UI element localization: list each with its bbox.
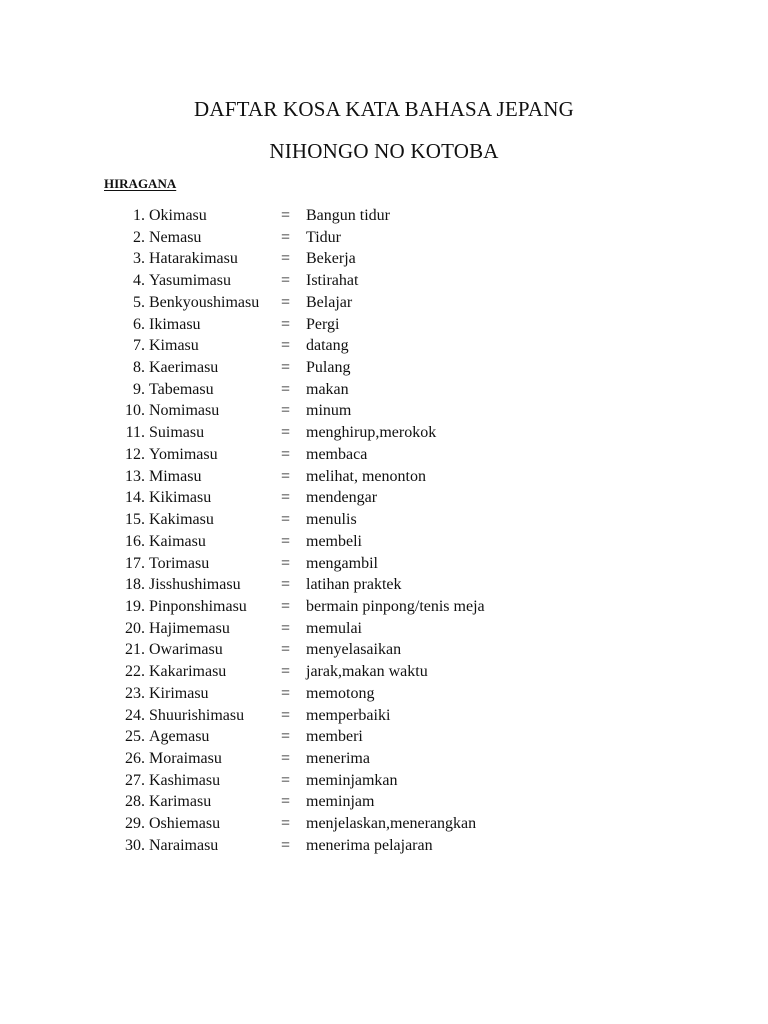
japanese-term: Pinponshimasu <box>149 597 247 615</box>
item-number: 17. <box>125 554 145 572</box>
document-subtitle: NIHONGO NO KOTOBA <box>269 139 499 163</box>
vocabulary-row <box>0 661 768 683</box>
vocabulary-row <box>0 227 768 249</box>
equals-sign: = <box>281 641 291 659</box>
japanese-term: Kakimasu <box>149 511 214 529</box>
japanese-term: Ikimasu <box>149 315 201 333</box>
japanese-term: Nemasu <box>149 228 202 246</box>
equals-sign: = <box>281 467 291 485</box>
indonesian-meaning: menulis <box>306 511 357 529</box>
item-number: 11. <box>125 424 145 442</box>
equals-sign: = <box>281 576 291 594</box>
equals-sign: = <box>281 445 291 463</box>
item-number: 19. <box>125 597 145 615</box>
japanese-term: Owarimasu <box>149 641 223 659</box>
indonesian-meaning: memperbaiki <box>306 706 391 724</box>
japanese-term: Mimasu <box>149 467 202 485</box>
japanese-term: Shuurishimasu <box>149 706 245 724</box>
equals-sign: = <box>281 663 291 681</box>
japanese-term: Yomimasu <box>149 445 218 463</box>
item-number: 10. <box>125 402 145 420</box>
item-number: 30. <box>125 836 145 854</box>
equals-sign: = <box>281 511 291 529</box>
vocabulary-row <box>0 314 768 336</box>
vocabulary-row <box>0 466 768 488</box>
equals-sign: = <box>281 684 291 702</box>
indonesian-meaning: Belajar <box>306 293 353 311</box>
item-number: 12. <box>125 445 145 463</box>
equals-sign: = <box>281 207 291 224</box>
equals-sign: = <box>281 728 291 746</box>
indonesian-meaning: latihan praktek <box>306 576 402 594</box>
equals-sign: = <box>281 272 291 290</box>
vocabulary-list <box>0 205 768 857</box>
indonesian-meaning: makan <box>306 380 349 398</box>
indonesian-meaning: bermain pinpong/tenis meja <box>306 597 485 615</box>
japanese-term: Suimasu <box>149 424 205 442</box>
vocabulary-row <box>0 791 768 813</box>
indonesian-meaning: menerima pelajaran <box>306 836 433 854</box>
indonesian-meaning: meminjamkan <box>306 771 398 789</box>
item-number: 24. <box>125 706 145 724</box>
equals-sign: = <box>281 749 291 767</box>
indonesian-meaning: memotong <box>306 684 375 702</box>
vocabulary-row <box>0 379 768 401</box>
vocabulary-row <box>0 813 768 835</box>
vocabulary-row <box>0 487 768 509</box>
indonesian-meaning: menerima <box>306 749 370 767</box>
japanese-term: Nomimasu <box>149 402 220 420</box>
equals-sign: = <box>281 380 291 398</box>
equals-sign: = <box>281 554 291 572</box>
vocabulary-row <box>0 205 768 227</box>
indonesian-meaning: memulai <box>306 619 362 637</box>
vocabulary-row <box>0 444 768 466</box>
japanese-term: Hajimemasu <box>149 619 230 637</box>
japanese-term: Oshiemasu <box>149 815 221 833</box>
indonesian-meaning: Pergi <box>306 315 340 333</box>
item-number: 15. <box>125 511 145 529</box>
indonesian-meaning: Bangun tidur <box>306 207 390 224</box>
vocabulary-row <box>0 270 768 292</box>
indonesian-meaning: melihat, menonton <box>306 467 426 485</box>
item-number: 1. <box>133 207 145 224</box>
indonesian-meaning: minum <box>306 402 352 420</box>
indonesian-meaning: Bekerja <box>306 250 356 268</box>
equals-sign: = <box>281 597 291 615</box>
equals-sign: = <box>281 250 291 268</box>
equals-sign: = <box>281 771 291 789</box>
equals-sign: = <box>281 815 291 833</box>
indonesian-meaning: mendengar <box>306 489 378 507</box>
indonesian-meaning: membaca <box>306 445 368 463</box>
vocabulary-row <box>0 770 768 792</box>
indonesian-meaning: jarak,makan waktu <box>306 663 428 681</box>
equals-sign: = <box>281 315 291 333</box>
japanese-term: Okimasu <box>149 207 207 224</box>
vocabulary-row <box>0 835 768 857</box>
vocabulary-row <box>0 292 768 314</box>
japanese-term: Kakarimasu <box>149 663 227 681</box>
japanese-term: Moraimasu <box>149 749 222 767</box>
item-number: 4. <box>133 272 145 290</box>
item-number: 9. <box>133 380 145 398</box>
vocabulary-row <box>0 618 768 640</box>
japanese-term: Jisshushimasu <box>149 576 241 594</box>
equals-sign: = <box>281 293 291 311</box>
indonesian-meaning: menjelaskan,menerangkan <box>306 815 477 833</box>
japanese-term: Hatarakimasu <box>149 250 238 268</box>
equals-sign: = <box>281 228 291 246</box>
item-number: 14. <box>125 489 145 507</box>
indonesian-meaning: Tidur <box>306 228 341 246</box>
indonesian-meaning: datang <box>306 337 349 355</box>
equals-sign: = <box>281 424 291 442</box>
item-number: 25. <box>125 728 145 746</box>
japanese-term: Naraimasu <box>149 836 219 854</box>
vocabulary-row <box>0 357 768 379</box>
indonesian-meaning: memberi <box>306 728 363 746</box>
item-number: 21. <box>125 641 145 659</box>
vocabulary-row <box>0 248 768 270</box>
item-number: 2. <box>133 228 145 246</box>
japanese-term: Agemasu <box>149 728 210 746</box>
equals-sign: = <box>281 337 291 355</box>
equals-sign: = <box>281 836 291 854</box>
equals-sign: = <box>281 706 291 724</box>
vocabulary-row <box>0 705 768 727</box>
japanese-term: Kashimasu <box>149 771 221 789</box>
japanese-term: Kirimasu <box>149 684 209 702</box>
vocabulary-row <box>0 726 768 748</box>
japanese-term: Karimasu <box>149 793 212 811</box>
item-number: 18. <box>125 576 145 594</box>
indonesian-meaning: meminjam <box>306 793 375 811</box>
japanese-term: Torimasu <box>149 554 210 572</box>
japanese-term: Kimasu <box>149 337 199 355</box>
item-number: 5. <box>133 293 145 311</box>
japanese-term: Benkyoushimasu <box>149 293 260 311</box>
indonesian-meaning: mengambil <box>306 554 378 572</box>
japanese-term: Kaimasu <box>149 532 206 550</box>
equals-sign: = <box>281 532 291 550</box>
item-number: 6. <box>133 315 145 333</box>
japanese-term: Tabemasu <box>149 380 214 398</box>
vocabulary-row <box>0 553 768 575</box>
item-number: 20. <box>125 619 145 637</box>
item-number: 22. <box>125 663 145 681</box>
japanese-term: Kikimasu <box>149 489 212 507</box>
vocabulary-row <box>0 596 768 618</box>
indonesian-meaning: Pulang <box>306 359 351 377</box>
japanese-term: Kaerimasu <box>149 359 219 377</box>
vocabulary-row <box>0 335 768 357</box>
japanese-term: Yasumimasu <box>149 272 231 290</box>
vocabulary-row <box>0 531 768 553</box>
indonesian-meaning: Istirahat <box>306 272 359 290</box>
item-number: 3. <box>133 250 145 268</box>
item-number: 7. <box>133 337 145 355</box>
item-number: 26. <box>125 749 145 767</box>
equals-sign: = <box>281 402 291 420</box>
item-number: 8. <box>133 359 145 377</box>
vocabulary-row <box>0 574 768 596</box>
equals-sign: = <box>281 489 291 507</box>
vocabulary-row <box>0 422 768 444</box>
vocabulary-row <box>0 639 768 661</box>
item-number: 16. <box>125 532 145 550</box>
section-heading: HIRAGANA <box>104 176 177 191</box>
equals-sign: = <box>281 619 291 637</box>
vocabulary-row <box>0 748 768 770</box>
vocabulary-row <box>0 683 768 705</box>
indonesian-meaning: membeli <box>306 532 362 550</box>
item-number: 29. <box>125 815 145 833</box>
vocabulary-row <box>0 400 768 422</box>
indonesian-meaning: menghirup,merokok <box>306 424 437 442</box>
item-number: 13. <box>125 467 145 485</box>
equals-sign: = <box>281 793 291 811</box>
item-number: 23. <box>125 684 145 702</box>
item-number: 28. <box>125 793 145 811</box>
equals-sign: = <box>281 359 291 377</box>
indonesian-meaning: menyelasaikan <box>306 641 402 659</box>
vocabulary-row <box>0 509 768 531</box>
item-number: 27. <box>125 771 145 789</box>
document-title: DAFTAR KOSA KATA BAHASA JEPANG <box>194 97 574 121</box>
